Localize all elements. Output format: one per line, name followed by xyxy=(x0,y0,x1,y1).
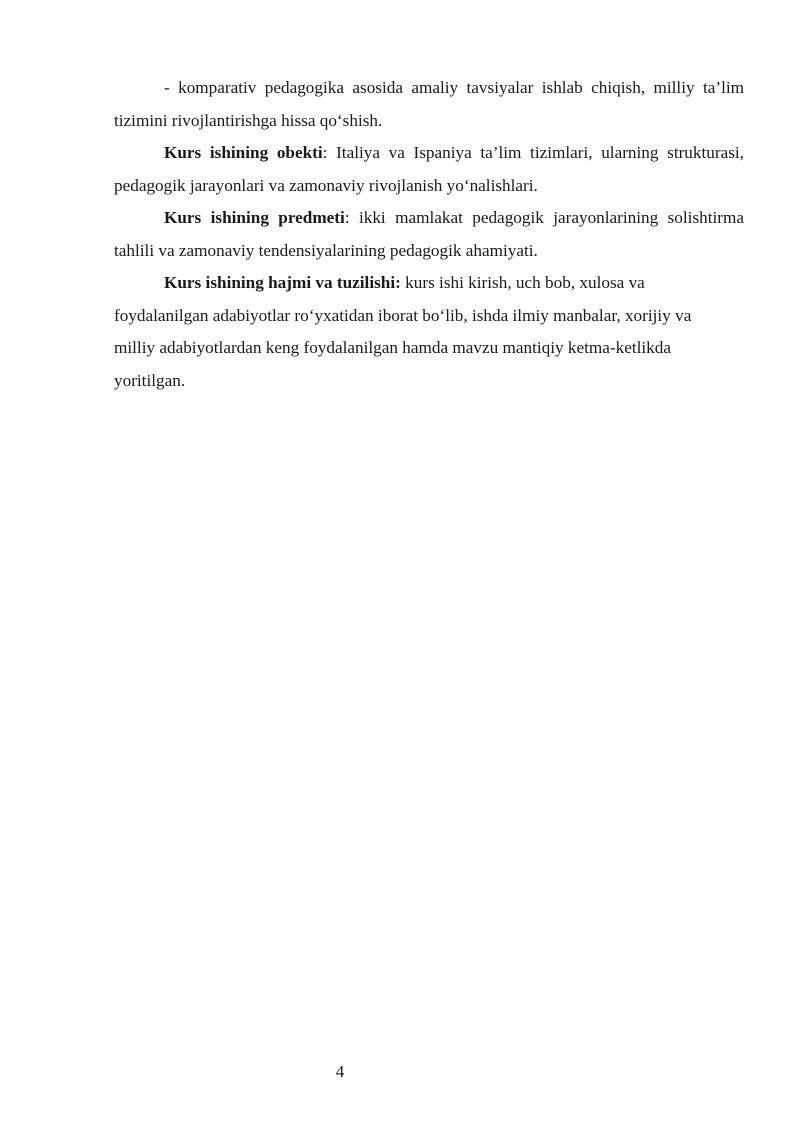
paragraph-text: kurs ishi kirish, uch bob, xulosa va foydalanilgan adabiyotlar ro‘yxatidan iborat bo‘lib, ishda ilmiy manbalar, xorijiy va milliy adabiyotlardan keng foydalanilgan hamda mavzu mantiqiy ketma-ketlikda yoritilgan. xyxy=(114,273,692,390)
paragraph-label: Kurs ishining obekti xyxy=(164,143,323,162)
paragraph-structure xyxy=(114,267,729,397)
page-number: 4 xyxy=(335,1062,345,1081)
paragraph-text: - komparativ pedagogika asosida amaliy tavsiyalar ishlab chiqish, milliy ta’lim tizimini rivojlantirishga hissa qo‘shish. xyxy=(114,78,744,130)
body-text xyxy=(114,72,744,397)
paragraph-recommendations xyxy=(114,72,744,137)
paragraph-label: Kurs ishining predmeti xyxy=(164,208,345,227)
paragraph-text: : ikki mamlakat pedagogik jarayonlarining solishtirma tahlili va zamonaviy tendensiyalarining pedagogik ahamiyati. xyxy=(114,208,744,260)
paragraph-object xyxy=(114,137,744,202)
paragraph-subject xyxy=(114,202,744,267)
paragraph-label: Kurs ishining hajmi va tuzilishi: xyxy=(164,273,401,292)
paragraph-text: : Italiya va Ispaniya ta’lim tizimlari, ularning strukturasi, pedagogik jarayonlari va zamonaviy rivojlanish yo‘nalishlari. xyxy=(114,143,744,195)
